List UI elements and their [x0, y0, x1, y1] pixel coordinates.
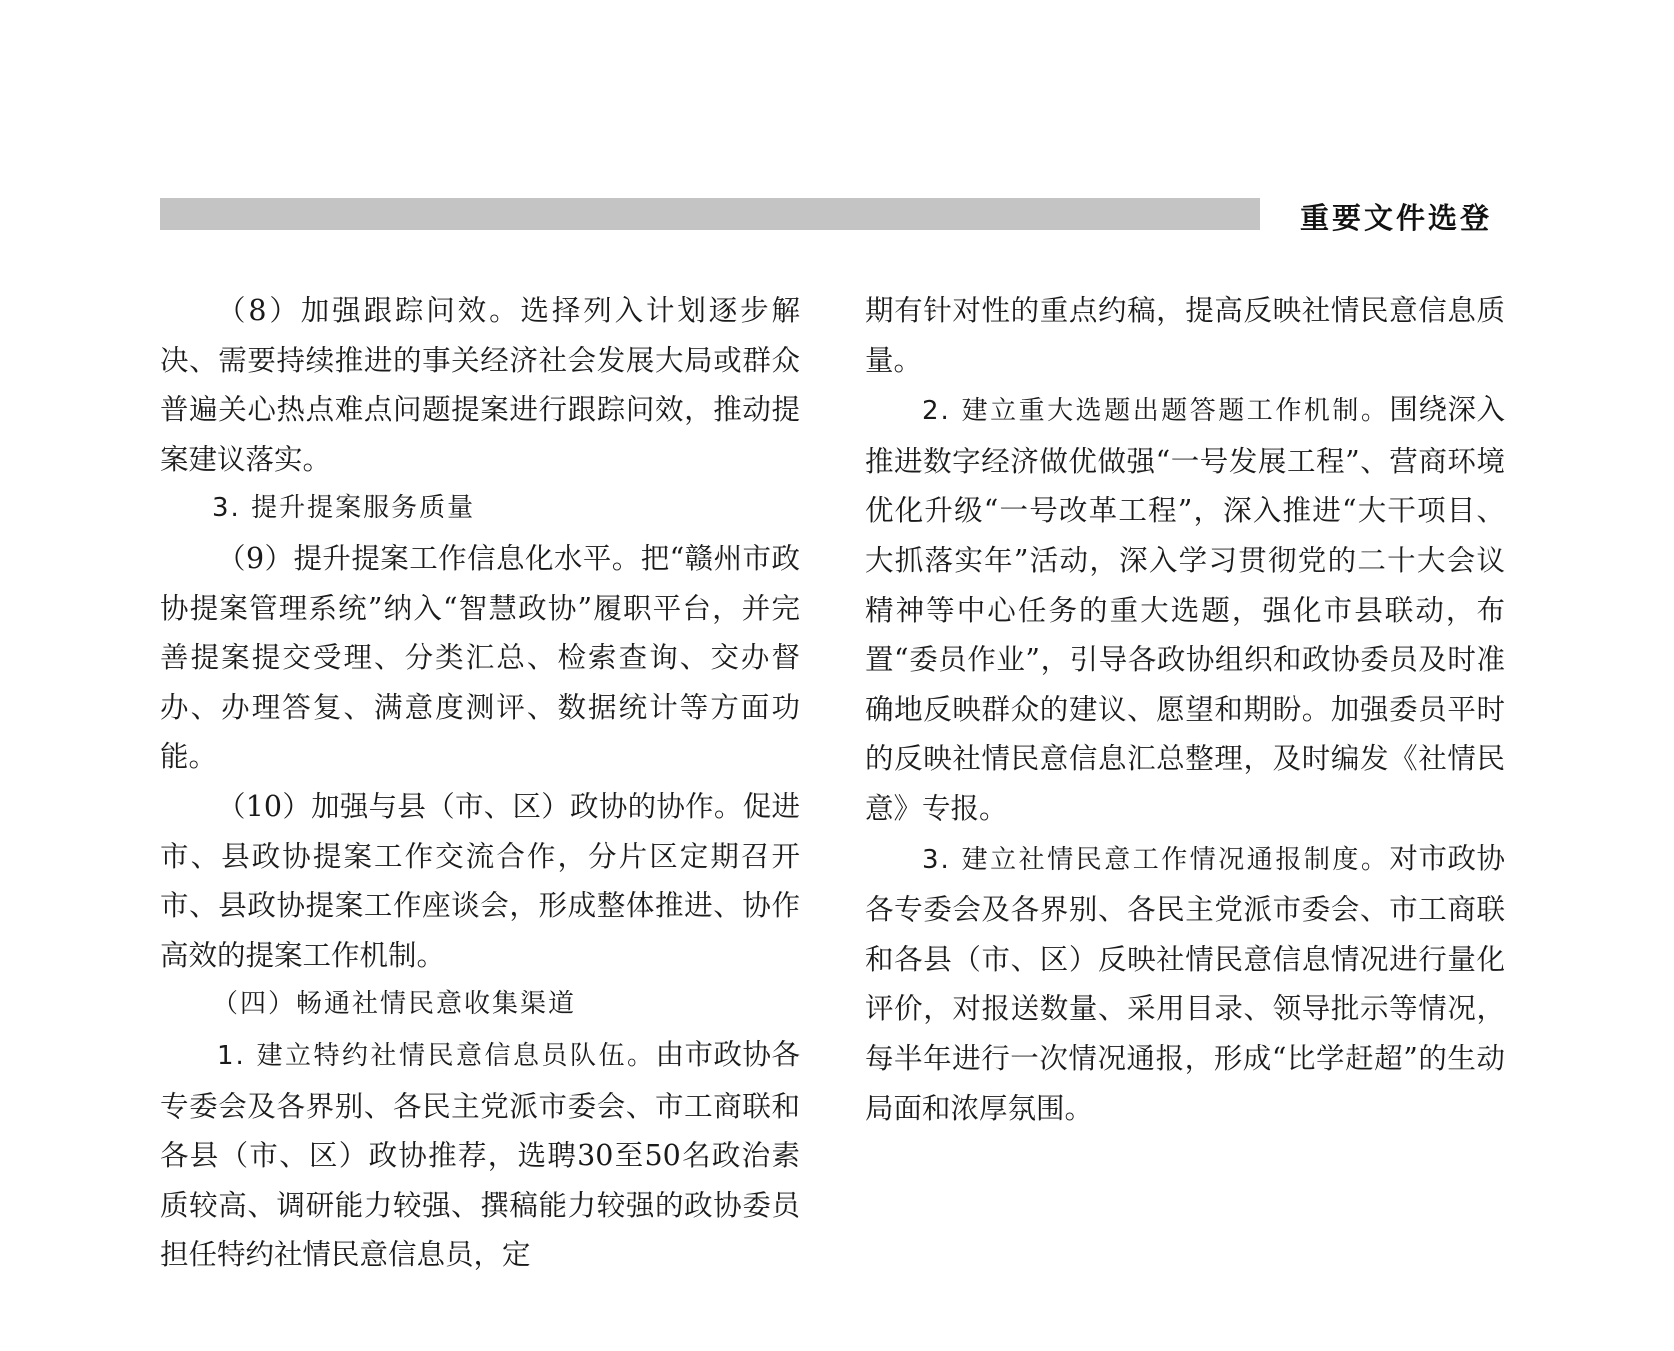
item-1-body: 由市政协各专委会及各界别、各民主党派市委会、市工商联和各县（市、区）政协推荐，选聘30至50名政治素质较高、调研能力较强、撰稿能力较强的政协委员担任特约社情民意信息员，定 — [160, 1037, 800, 1272]
item-3-body: 对市政协各专委会及各界别、各民主党派市委会、市工商联和各县（市、区）反映社情民意信息情况进行量化评价，对报送数量、采用目录、领导批示等情况，每半年进行一次情况通报，形成“比学赶超”的生动局面和浓厚氛围。 — [865, 841, 1505, 1125]
subheading-3: 3. 提升提案服务质量 — [212, 493, 476, 524]
header-bar — [160, 198, 1260, 230]
section-heading-4: （四）畅通社情民意收集渠道 — [212, 989, 577, 1020]
section-title: 重要文件选登 — [1300, 201, 1493, 235]
item-2-body: 围绕深入推进数字经济做优做强“一号发展工程”、营商环境优化升级“一号改革工程”，深入推进“大干项目、大抓落实年”活动，深入学习贯彻党的二十大会议精神等中心任务的重大选题，强化市县联动，布置“委员作业”，引导各政协组织和政协委员及时准确地反映群众的建议、愿望和期盼。加强委员平时的反映社情民意信息汇总整理，及时编发《社情民意》专报。 — [865, 393, 1505, 825]
paragraph-10: （10）加强与县（市、区）政协的协作。促进市、县政协提案工作交流合作，分片区定期召开市、县政协提案工作座谈会，形成整体推进、协作高效的提案工作机制。 — [160, 789, 800, 972]
item-3-lead: 3. 建立社情民意工作情况通报制度。 — [922, 844, 1390, 875]
paragraph-8: （8）加强跟踪问效。选择列入计划逐步解决、需要持续推进的事关经济社会发展大局或群众普遍关心热点难点问题提案进行跟踪问效，推动提案建议落实。 — [160, 294, 800, 476]
item-3 — [865, 834, 1505, 1134]
item-2-lead: 2. 建立重大选题出题答题工作机制。 — [922, 396, 1390, 427]
item-2 — [865, 385, 1505, 833]
left-column — [160, 286, 800, 1280]
paragraph-9: （9）提升提案工作信息化水平。把“赣州市政协提案管理系统”纳入“智慧政协”履职平台，并完善提案提交受理、分类汇总、检索查询、交办督办、办理答复、满意度测评、数据统计等方面功能。 — [160, 541, 800, 774]
item-1-lead: 1. 建立特约社情民意信息员队伍。 — [217, 1040, 656, 1071]
continued-paragraph: 期有针对性的重点约稿，提高反映社情民意信息质量。 — [865, 294, 1505, 377]
item-1 — [160, 1030, 800, 1280]
right-column — [865, 286, 1505, 1133]
